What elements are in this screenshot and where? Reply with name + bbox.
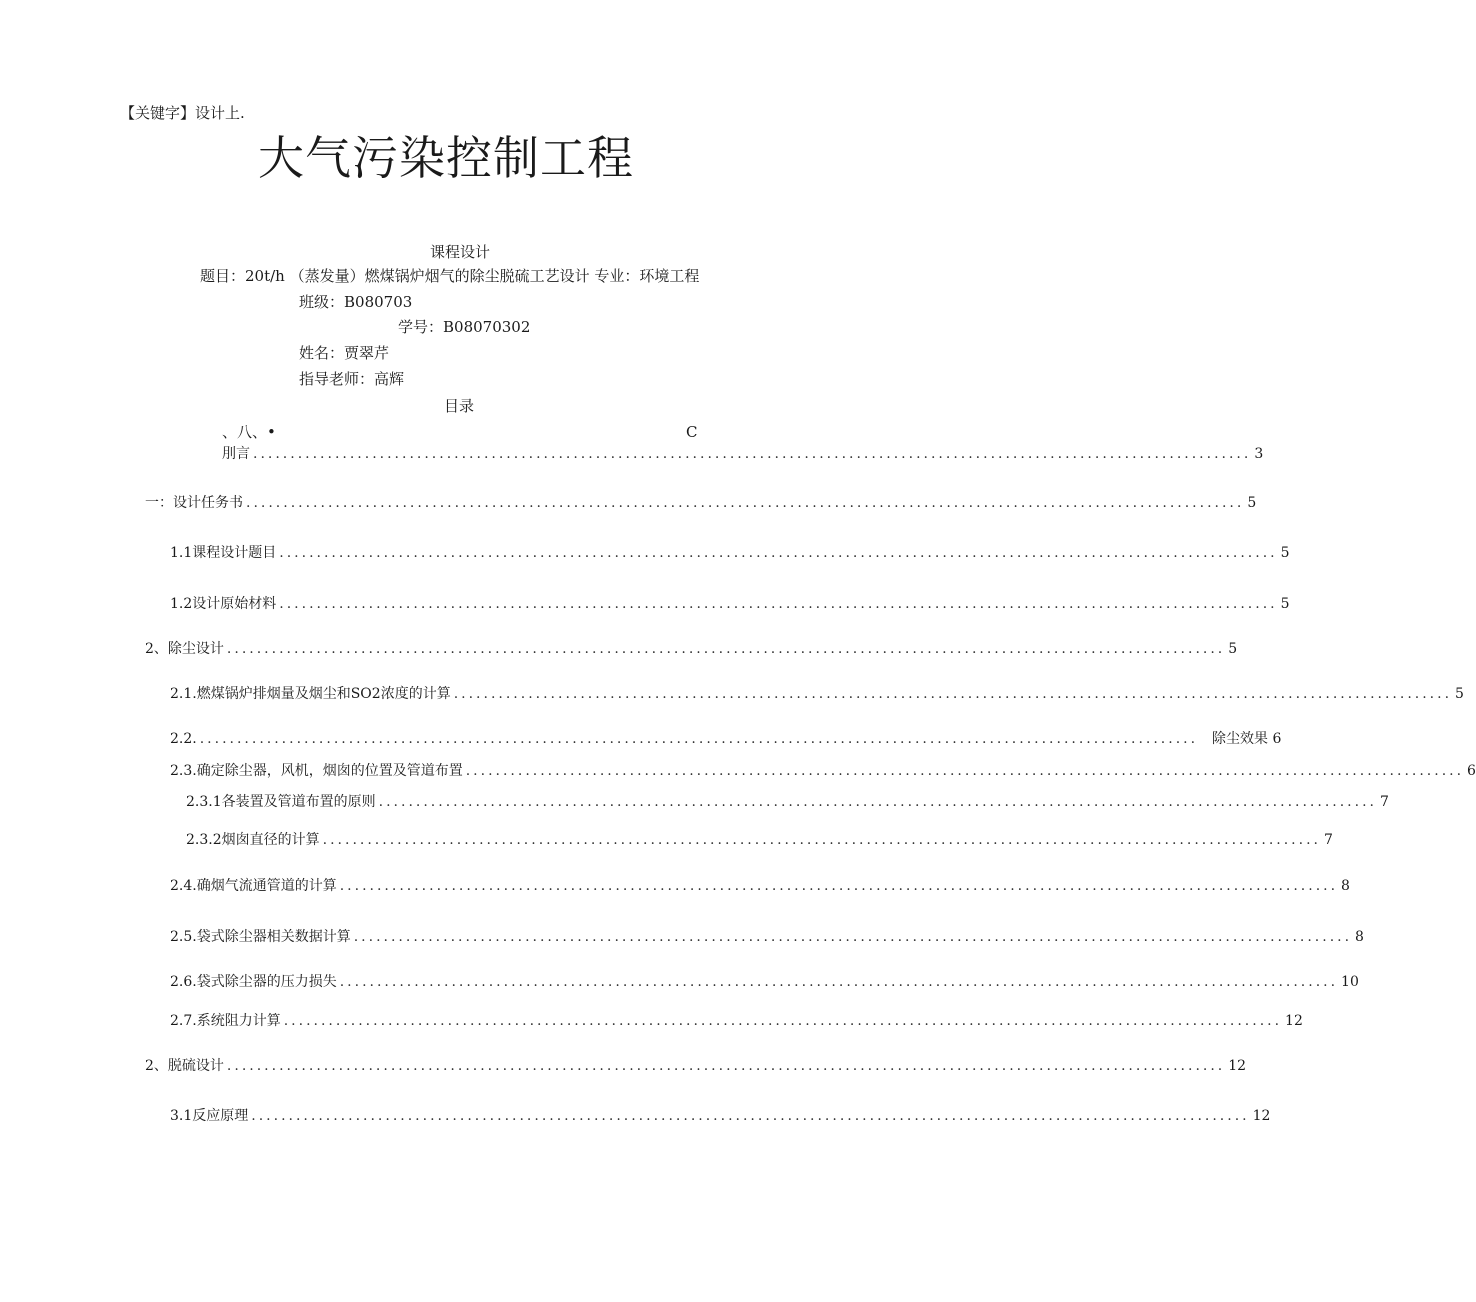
toc-leader: ......................................................................................................................................	[226, 1058, 1226, 1074]
toc-entry-page: 5	[1228, 641, 1238, 657]
toc-entry-page: 7	[1379, 794, 1389, 810]
toc-entry-title: 1各装置及管道布置的原则	[212, 794, 376, 810]
toc-entry-page: 5	[1455, 686, 1464, 702]
toc-entry-page: 7	[1323, 832, 1333, 848]
toc-entry	[170, 972, 1359, 992]
toc-entry-page: 5	[1247, 495, 1257, 511]
toc-entry-title: 1.2设计原始材料	[170, 596, 277, 612]
toc-entry	[186, 830, 1333, 850]
toc-entry-number: 2.2.	[170, 731, 197, 747]
subtitle: 课程设计	[430, 243, 491, 261]
toc-entry	[145, 493, 1257, 513]
advisor-line: 指导老师：高辉	[299, 370, 405, 388]
toc-entry	[170, 927, 1364, 947]
topic-line: 题目：20t/h （蒸发量）燃煤锅炉烟气的除尘脱硫工艺设计 专业：环境工程	[200, 267, 700, 285]
toc-entry-number: 2.7.	[170, 1013, 197, 1029]
toc-entry-page: 5	[1280, 545, 1290, 561]
toc-entry-number: 2.3.	[186, 832, 213, 848]
toc-entry	[186, 792, 1389, 812]
main-title: 大气污染控制工程	[258, 131, 634, 185]
toc-heading: 目录	[444, 397, 475, 415]
student-id-line: 学号：B08070302	[398, 318, 531, 336]
toc-leader: ......................................................................................................................................	[226, 641, 1226, 657]
toc-entry-title: 确定除尘器，风机，烟囱的位置及管道布置	[196, 763, 463, 779]
toc-leader: ......................................................................................................................................	[465, 763, 1465, 779]
toc-leader: ......................................................................................................................................	[339, 878, 1339, 894]
toc-entry	[145, 639, 1238, 659]
toc-entry	[170, 1106, 1271, 1126]
toc-entry-title: 2、除尘设计	[145, 641, 224, 657]
toc-entry-number: 2.4.	[170, 878, 197, 894]
toc-entry-title: 袋式除尘器的压力损失	[196, 974, 337, 990]
toc-leader: ......................................................................................................................................	[353, 929, 1353, 945]
toc-entry-title: 2烟囱直径的计算	[212, 832, 320, 848]
class-line: 班级：B080703	[299, 293, 413, 311]
toc-entry-page: 5	[1280, 596, 1290, 612]
toc-entry	[170, 594, 1290, 614]
toc-entry	[170, 729, 1282, 749]
toc-entry-number: 2.3.	[170, 763, 197, 779]
toc-leader: ......................................................................................................................................	[283, 1013, 1283, 1029]
toc-entry-number: 2.3.	[186, 794, 213, 810]
toc-entry	[170, 684, 1464, 704]
toc-entry-page: 3	[1254, 446, 1264, 462]
toc-entry	[222, 444, 1264, 464]
name-line: 姓名：贾翠芹	[299, 344, 390, 362]
toc-entry-number: 2.6.	[170, 974, 197, 990]
toc-entry-title: 3.1反应原理	[170, 1108, 249, 1124]
toc-entry-title: 系统阻力计算	[196, 1013, 281, 1029]
toc-entry	[145, 1056, 1247, 1076]
toc-leader: ......................................................................................................................................	[322, 832, 1321, 848]
toc-leader: ......................................................................................................................................	[378, 794, 1377, 810]
toc-entry-title: 刖言	[222, 446, 250, 462]
toc-entry-page: 12	[1228, 1058, 1247, 1074]
toc-leader: ......................................................................................................................................	[453, 686, 1453, 702]
toc-entry-title: 确烟气流通管道的计算	[196, 878, 337, 894]
toc-stray-right: C	[686, 423, 698, 441]
toc-leader: ......................................................................................................................................	[279, 596, 1278, 612]
toc-entry-page: 8	[1355, 929, 1364, 945]
toc-stray-left: 、八、•	[222, 423, 276, 441]
toc-leader: ......................................................................................................................................	[339, 974, 1339, 990]
toc-entry-title: 1.1课程设计题目	[170, 545, 277, 561]
toc-leader: ......................................................................................................................................	[279, 545, 1278, 561]
toc-entry-number: 2.1.	[170, 686, 197, 702]
toc-entry	[170, 1011, 1303, 1031]
toc-leader: ......................................................................................................................................	[199, 731, 1199, 747]
toc-entry-page: 12	[1285, 1013, 1303, 1029]
toc-leader: ......................................................................................................................................	[246, 495, 1245, 511]
toc-entry-page: 6	[1467, 763, 1476, 779]
toc-entry-page: 8	[1341, 878, 1350, 894]
toc-entry	[170, 876, 1350, 896]
toc-entry-page: 除尘效果 6	[1212, 731, 1282, 747]
toc-entry-title: 袋式除尘器相关数据计算	[196, 929, 351, 945]
toc-entry	[170, 761, 1476, 781]
toc-leader: ......................................................................................................................................	[253, 446, 1252, 462]
toc-entry-title: 一：设计任务书	[145, 495, 243, 511]
toc-entry-number: 2.5.	[170, 929, 197, 945]
toc-entry-title: 燃煤锅炉排烟量及烟尘和SO2浓度的计算	[196, 686, 451, 702]
toc-entry	[170, 543, 1290, 563]
toc-entry-page: 10	[1341, 974, 1359, 990]
keyword-line: 【关键字】设计上.	[120, 104, 245, 122]
toc-entry-title: 2、脱硫设计	[145, 1058, 224, 1074]
toc-entry-page: 12	[1252, 1108, 1271, 1124]
toc-leader: ......................................................................................................................................	[251, 1108, 1250, 1124]
